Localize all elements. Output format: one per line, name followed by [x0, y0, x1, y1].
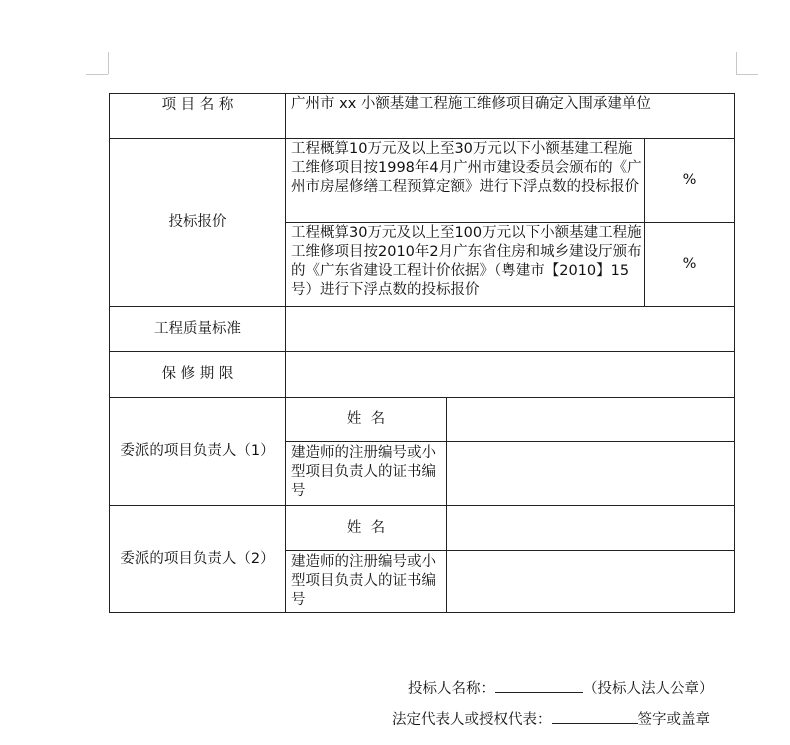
legal-rep-line — [392, 708, 710, 729]
bid-price-item-1-text: 工程概算10万元及以上至30万元以下小额基建工程施工维修项目按1998年4月广州市建设委员会颁布的《广州市房屋修缮工程预算定额》进行下浮点数的投标报价 — [291, 141, 642, 195]
bid-price-label: 投标报价 — [168, 214, 227, 230]
manager-1-name-label: 姓 名 — [346, 411, 386, 427]
warranty-period-value[interactable] — [286, 352, 734, 397]
page-corner-mark — [736, 52, 737, 74]
bid-price-item-2-text: 工程概算30万元及以上至100万元以下小额基建工程施工维修项目按2010年2月广东省住房和城乡建设厅颁布的《广东省建设工程计价依据》（粤建市【2010】15号）进行下浮点数的投标报价 — [291, 225, 642, 298]
bid-price-item-2-percent: % — [682, 256, 697, 272]
table-border — [734, 93, 735, 613]
project-name-label: 项 目 名 称 — [161, 96, 234, 113]
manager-2-cert-label: 建造师的注册编号或小型项目负责人的证书编号 — [291, 554, 436, 608]
bidder-name-blank[interactable] — [495, 678, 583, 693]
legal-rep-suffix: 签字或盖章 — [637, 712, 710, 728]
project-name-value: 广州市 xx 小额基建工程施工维修项目确定入围承建单位 — [291, 96, 651, 112]
page-corner-mark — [86, 74, 108, 75]
manager-2-cert-value[interactable] — [447, 551, 734, 612]
quality-standard-label: 工程质量标准 — [154, 320, 241, 337]
manager-1-cert-label: 建造师的注册编号或小型项目负责人的证书编号 — [291, 445, 436, 499]
manager-2-label: 委派的项目负责人（2） — [120, 550, 275, 567]
table-border — [109, 612, 735, 613]
bidder-name-line — [408, 677, 714, 698]
legal-rep-blank[interactable] — [552, 709, 638, 724]
warranty-period-label: 保 修 期 限 — [161, 366, 234, 382]
manager-1-name-value[interactable] — [447, 398, 734, 441]
quality-standard-value[interactable] — [286, 307, 734, 351]
manager-2-name-label: 姓 名 — [346, 519, 386, 536]
legal-rep-label: 法定代表人或授权代表： — [392, 712, 552, 728]
bid-price-item-1-percent: % — [682, 172, 697, 188]
manager-2-name-value[interactable] — [447, 506, 734, 550]
page-corner-mark — [108, 52, 109, 74]
manager-1-label: 委派的项目负责人（1） — [120, 443, 275, 459]
bidder-name-label: 投标人名称： — [408, 681, 495, 697]
manager-1-cert-value[interactable] — [447, 442, 734, 505]
bidder-name-suffix: （投标人法人公章） — [583, 681, 714, 697]
page-corner-mark — [736, 74, 758, 75]
